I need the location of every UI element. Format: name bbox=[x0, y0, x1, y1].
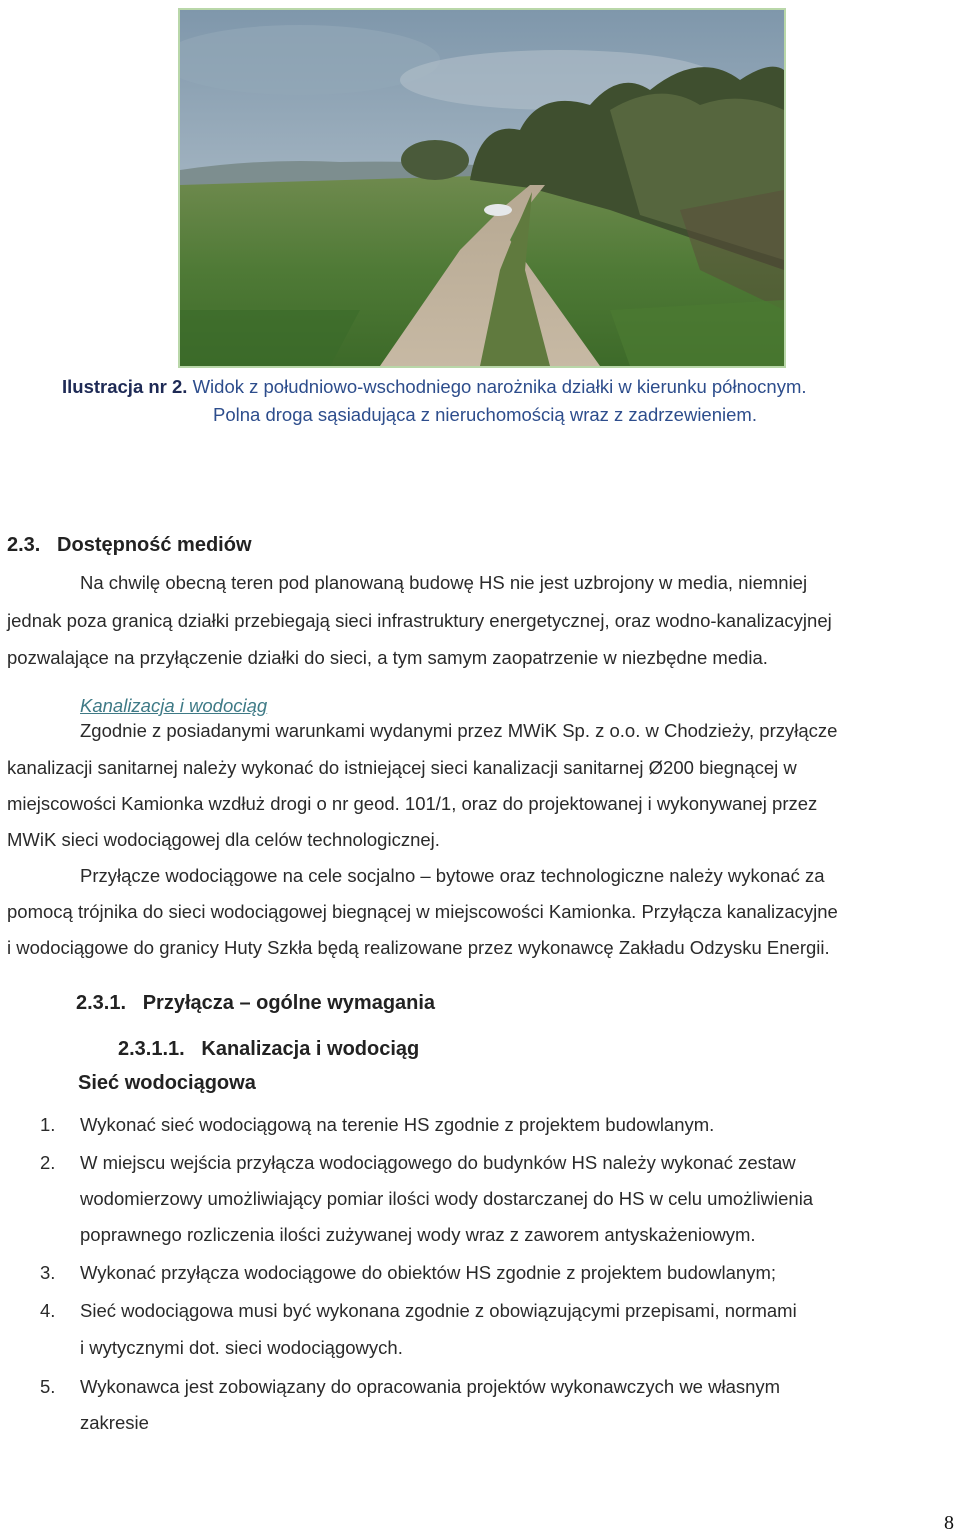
figure-caption bbox=[62, 376, 807, 398]
list-item-5-line-1: Wykonawca jest zobowiązany do opracowania projektów wykonawczych we własnym bbox=[80, 1376, 781, 1397]
para2-line-4: MWiK sieci wodociągowej dla celów technologicznej. bbox=[7, 829, 440, 850]
page-number: 8 bbox=[944, 1512, 954, 1534]
para1-line-3: pozwalające na przyłączenie działki do sieci, a tym samym zaopatrzenie w niezbędne media. bbox=[7, 647, 768, 668]
list-num-2: 2. bbox=[40, 1152, 56, 1173]
list-num-5: 5. bbox=[40, 1376, 56, 1397]
para3-line-3: i wodociągowe do granicy Huty Szkła będą realizowane przez wykonawcę Zakładu Odzysku Energii. bbox=[7, 937, 830, 958]
section-title: Dostępność mediów bbox=[57, 534, 252, 556]
road-photo bbox=[178, 8, 786, 368]
list-item-2-line-2: wodomierzowy umożliwiający pomiar ilości wody dostarczanej do HS w celu umożliwienia bbox=[80, 1188, 814, 1209]
water-sewer-link[interactable]: Kanalizacja i wodociąg bbox=[80, 695, 268, 716]
list-item-3-line-1: Wykonać przyłącza wodociągowe do obiektów HS zgodnie z projektem budowlanym; bbox=[80, 1262, 776, 1283]
subsection-number-1: 2.3.1. bbox=[76, 992, 127, 1014]
caption-label: Ilustracja nr 2. bbox=[62, 376, 188, 397]
caption-line-2: Polna droga sąsiadująca z nieruchomością wraz z zadrzewieniem. bbox=[213, 404, 757, 425]
para3-line-1: Przyłącze wodociągowe na cele socjalno – bytowe oraz technologiczne należy wykonać za bbox=[80, 865, 825, 886]
para2-line-1: Zgodnie z posiadanymi warunkami wydanymi przez MWiK Sp. z o.o. w Chodzieży, przyłącze bbox=[80, 720, 838, 741]
list-item-4-line-1: Sieć wodociągowa musi być wykonana zgodnie z obowiązującymi przepisami, normami bbox=[80, 1300, 797, 1321]
subsection-title-2: Kanalizacja i wodociąg bbox=[201, 1038, 420, 1060]
para3-line-2: pomocą trójnika do sieci wodociągowej biegnącej w miejscowości Kamionka. Przyłącza kanalizacyjne bbox=[7, 901, 838, 922]
section-heading bbox=[7, 534, 252, 557]
list-num-1: 1. bbox=[40, 1114, 56, 1135]
subsection-number-2: 2.3.1.1. bbox=[118, 1038, 185, 1060]
list-item-4-line-2: i wytycznymi dot. sieci wodociągowych. bbox=[80, 1337, 403, 1358]
subsection-heading-3: Sieć wodociągowa bbox=[78, 1072, 256, 1094]
list-item-2-line-1: W miejscu wejścia przyłącza wodociągowego do budynków HS należy wykonać zestaw bbox=[80, 1152, 796, 1173]
para2-line-2: kanalizacji sanitarnej należy wykonać do istniejącej sieci kanalizacji sanitarnej Ø200 biegnącej w bbox=[7, 757, 797, 778]
caption-line-1: Widok z południowo-wschodniego narożnika działki w kierunku północnym. bbox=[192, 376, 807, 397]
list-num-4: 4. bbox=[40, 1300, 56, 1321]
subsection-heading-2 bbox=[118, 1038, 419, 1061]
list-item-2-line-3: poprawnego rozliczenia ilości zużywanej wody wraz z zaworem antyskażeniowym. bbox=[80, 1224, 756, 1245]
para2-line-3: miejscowości Kamionka wzdłuż drogi o nr geod. 101/1, oraz do projektowanej i wykonywanej przez bbox=[7, 793, 818, 814]
list-item-1-line-1: Wykonać sieć wodociągową na terenie HS zgodnie z projektem budowlanym. bbox=[80, 1114, 715, 1135]
para1-line-2: jednak poza granicą działki przebiegają sieci infrastruktury energetycznej, oraz wodno-kanalizacyjnej bbox=[7, 610, 832, 631]
subsection-heading-1 bbox=[76, 992, 435, 1015]
section-number: 2.3. bbox=[7, 534, 41, 556]
subsection-title-1: Przyłącza – ogólne wymagania bbox=[142, 992, 436, 1014]
para1-line-1: Na chwilę obecną teren pod planowaną budowę HS nie jest uzbrojony w media, niemniej bbox=[80, 572, 808, 593]
list-num-3: 3. bbox=[40, 1262, 56, 1283]
list-item-5-line-2: zakresie bbox=[80, 1412, 149, 1433]
